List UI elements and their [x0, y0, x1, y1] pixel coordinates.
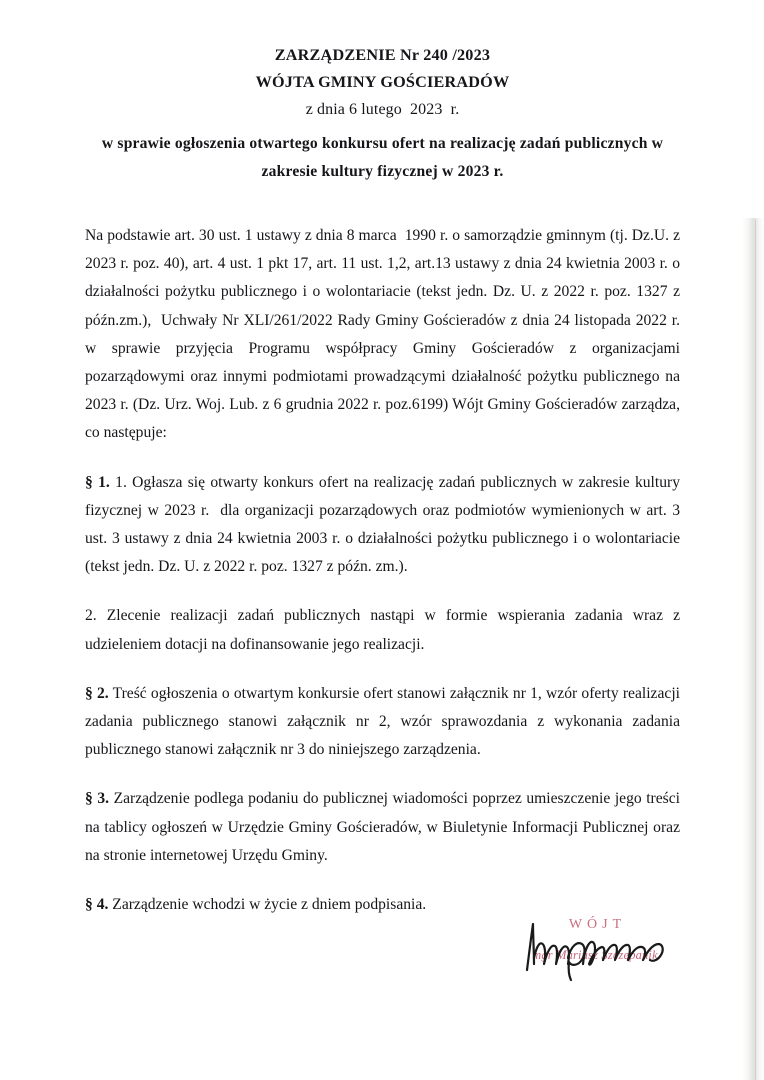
section-marker-1: § 1. [85, 473, 110, 491]
legal-basis-paragraph: Na podstawie art. 30 ust. 1 ustawy z dnia 8 marca 1990 r. o samorządzie gminnym (tj. Dz.U. z 2023 r. poz. 40), art. 4 ust. 1 pkt 17, art. 11 ust. 1,2, art.13 ustawy z dnia 24 kwietnia 2003 r. o działalności pożytku publicznego i o wolontariacie (tekst jedn. Dz. U. z 2022 r. poz. 1327 z późn.zm.), Uchwały Nr XLI/261/2022 Rady Gminy Gościeradów z dnia 24 listopada 2022 r. w sprawie przyjęcia Programu współpracy Gminy Gościeradów z organizacjami pozarządowymi oraz innymi podmiotami prowadzącymi działalność pożytku publicznego na 2023 r. (Dz. Urz. Woj. Lub. z 6 grudnia 2022 r. poz.6199) Wójt Gminy Gościeradów zarządza, co następuje: [85, 227, 684, 442]
ordinance-number: ZARZĄDZENIE Nr 240 /2023 [274, 46, 491, 64]
stamp-name: mgr Mariusz Szczepanik [532, 948, 658, 962]
document-content [85, 0, 684, 919]
section-marker-2: § 2. [85, 684, 109, 702]
issuing-authority: WÓJTA GMINY GOŚCIERADÓW [255, 73, 510, 91]
page-edge-line [755, 220, 756, 1080]
paragraph-2-text: Treść ogłoszenia o otwartym konkursie ofert stanowi załącznik nr 1, wzór oferty realizacji zadania publicznego stanowi załącznik nr 2, wzór sprawozdania z wykonania zadania publicznego stanowi załącznik nr 3 do niniejszego zarządzenia. [85, 684, 684, 759]
paragraph-1-2-text: 2. Zlecenie realizacji zadań publicznych nastąpi w formie wspierania zadania wraz z udzieleniem dotacji na dofinansowanie jego realizacji. [85, 607, 684, 653]
official-stamp [505, 916, 685, 964]
document-body [85, 222, 684, 919]
ordinance-date: z dnia 6 lutego 2023 r. [305, 101, 460, 118]
section-marker-3: § 3. [85, 790, 110, 808]
stamp-title: WÓJT [568, 917, 627, 932]
section-marker-4: § 4. [85, 896, 109, 914]
document-heading [85, 0, 680, 186]
paragraph-2 [85, 680, 684, 765]
paragraph-3 [85, 785, 684, 870]
heading-spacer [85, 123, 680, 130]
paragraph-1-2 [85, 602, 684, 658]
page-edge-shadow [742, 218, 764, 1080]
ordinance-subject-line-1: w sprawie ogłoszenia otwartego konkursu ofert na realizację zadań publicznych w [101, 135, 664, 152]
ordinance-subject-line-2: zakresie kultury fizycznej w 2023 r. [261, 163, 504, 180]
paragraph-3-text: Zarządzenie podlega podaniu do publicznej wiadomości poprzez umieszczenie jego treści na tablicy ogłoszeń w Urzędzie Gminy Gościeradów, w Biuletynie Informacji Publicznej oraz na stronie internetowej Urzędu Gminy. [85, 790, 684, 864]
paragraph-1-1-text: 1. Ogłasza się otwarty konkurs ofert na realizację zadań publicznych w zakresie kultury fizycznej w 2023 r. dla organizacji pozarządowych oraz podmiotów wymienionych w art. 3 ust. 3 ustawy z dnia 24 kwietnia 2003 r. o działalności pożytku publicznego i o wolontariacie (tekst jedn. Dz. U. z 2022 r. poz. 1327 z późn. zm.). [85, 473, 684, 576]
signature-block [505, 916, 685, 992]
paragraph-1-1 [85, 469, 684, 582]
paragraph-4-text: Zarządzenie wchodzi w życie z dniem podpisania. [108, 896, 427, 914]
